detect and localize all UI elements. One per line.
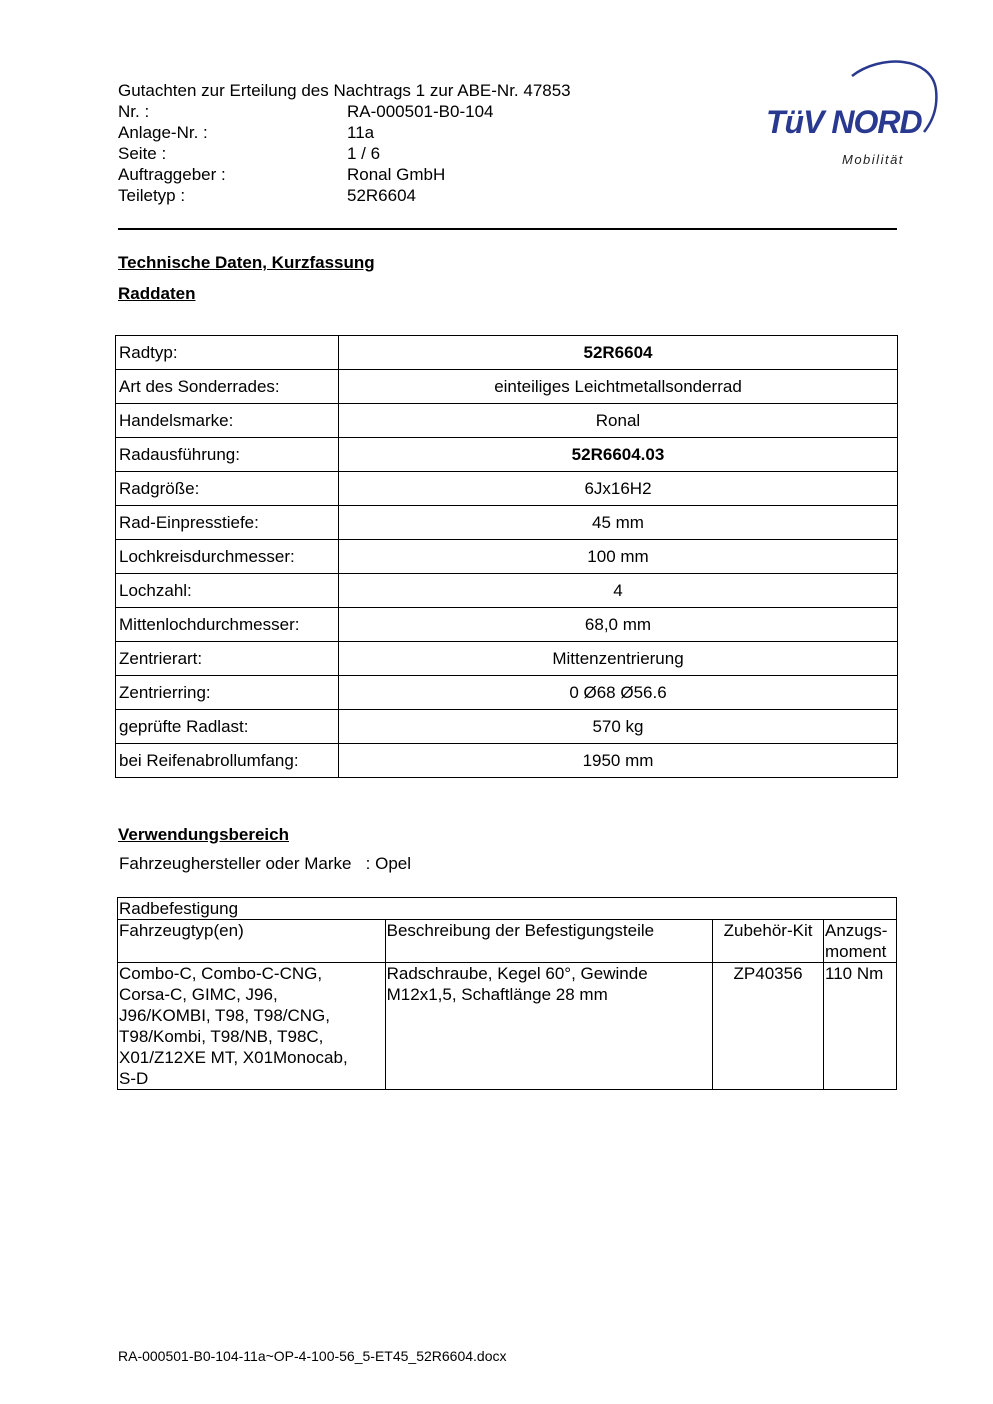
wheel-data-label: Zentrierart:: [116, 642, 339, 676]
mounting-table: [117, 897, 897, 1090]
wheel-data-row: [116, 574, 898, 608]
vehicle-type-line: S-D: [119, 1069, 149, 1088]
header-field-value: Ronal GmbH: [347, 165, 446, 184]
header-field-value: 1 / 6: [347, 144, 381, 163]
accessory-kit-cell: ZP40356: [713, 963, 824, 1090]
header-description: Beschreibung der Befestigungsteile: [385, 920, 712, 963]
wheel-data-value: 68,0 mm: [339, 608, 898, 642]
mounting-data-row: [118, 963, 897, 1090]
wheel-data-value: Mittenzentrierung: [339, 642, 898, 676]
usage-title: Verwendungsbereich: [118, 825, 289, 844]
description-line: Radschraube, Kegel 60°, Gewinde: [386, 964, 648, 983]
header-vehicle-types: Fahrzeugtyp(en): [118, 920, 386, 963]
wheel-data-value: 52R6604.03: [339, 438, 898, 472]
wheel-data-value: 570 kg: [339, 710, 898, 744]
header-field-value: RA-000501-B0-104: [347, 102, 494, 121]
vehicle-types-cell: [118, 963, 386, 1090]
manufacturer-value: Opel: [375, 854, 412, 873]
wheel-data-value: Ronal: [339, 404, 898, 438]
wheel-data-value: 100 mm: [339, 540, 898, 574]
wheel-data-label: Radgröße:: [116, 472, 339, 506]
wheel-data-value: 6Jx16H2: [339, 472, 898, 506]
wheel-data-row: [116, 744, 898, 778]
wheel-data-label: Radausführung:: [116, 438, 339, 472]
wheel-data-label: Rad-Einpresstiefe:: [116, 506, 339, 540]
wheel-data-label: Mittenlochdurchmesser:: [116, 608, 339, 642]
header-torque-line-1: Anzugs-: [825, 921, 888, 940]
wheel-data-row: [116, 404, 898, 438]
header-field-label: Auftraggeber :: [118, 165, 226, 184]
subsection-title: Raddaten: [118, 284, 196, 303]
header-field-label: Nr. :: [118, 102, 150, 121]
document-title: Gutachten zur Erteilung des Nachtrags 1 zur ABE-Nr. 47853: [118, 81, 571, 100]
header-field-row: [118, 122, 571, 143]
wheel-data-value: 4: [339, 574, 898, 608]
mounting-caption: Radbefestigung: [118, 898, 897, 920]
wheel-data-value: 1950 mm: [339, 744, 898, 778]
header-field-label: Teiletyp :: [118, 186, 186, 205]
header-field-label: Seite :: [118, 144, 167, 163]
wheel-data-table: [115, 335, 898, 778]
manufacturer-separator: :: [365, 854, 371, 873]
description-line: M12x1,5, Schaftlänge 28 mm: [386, 985, 608, 1004]
header-field-row: [118, 185, 571, 206]
section-title: Technische Daten, Kurzfassung: [118, 253, 375, 272]
header-fields: [118, 101, 571, 206]
wheel-data-value: 45 mm: [339, 506, 898, 540]
description-cell: [385, 963, 712, 1090]
logo-wordmark: TüV NORD: [766, 104, 922, 140]
wheel-data-label: Lochzahl:: [116, 574, 339, 608]
header-field-value: 11a: [347, 123, 375, 142]
header-torque: [824, 920, 897, 963]
vehicle-type-line: T98/Kombi, T98/NB, T98C,: [119, 1027, 324, 1046]
wheel-data-row: [116, 472, 898, 506]
wheel-data-row: [116, 506, 898, 540]
mounting-header-row: [118, 920, 897, 963]
vehicle-type-line: X01/Z12XE MT, X01Monocab,: [119, 1048, 348, 1067]
wheel-data-row: [116, 608, 898, 642]
manufacturer-label: Fahrzeughersteller oder Marke: [119, 854, 352, 873]
header-torque-line-2: moment: [825, 942, 887, 961]
wheel-data-row: [116, 642, 898, 676]
header-field-row: [118, 164, 571, 185]
wheel-data-row: [116, 370, 898, 404]
logo-subtitle: Mobilität: [842, 152, 904, 167]
footer-filename: RA-000501-B0-104-11a~OP-4-100-56_5-ET45_52R6604.docx: [118, 1348, 507, 1364]
header-field-label: Anlage-Nr. :: [118, 123, 208, 142]
document-header: [118, 80, 571, 206]
torque-cell: 110 Nm: [824, 963, 897, 1090]
header-accessory-kit: Zubehör-Kit: [713, 920, 824, 963]
wheel-data-value: 52R6604: [339, 336, 898, 370]
mounting-caption-row: [118, 898, 897, 920]
vehicle-type-line: Corsa-C, GIMC, J96,: [119, 985, 278, 1004]
wheel-data-label: Lochkreisdurchmesser:: [116, 540, 339, 574]
wheel-data-label: Radtyp:: [116, 336, 339, 370]
wheel-data-row: [116, 336, 898, 370]
header-field-value: 52R6604: [347, 186, 417, 205]
header-divider: [118, 228, 897, 230]
wheel-data-value: einteiliges Leichtmetallsonderrad: [339, 370, 898, 404]
wheel-data-row: [116, 438, 898, 472]
wheel-data-label: Zentrierring:: [116, 676, 339, 710]
wheel-data-row: [116, 710, 898, 744]
wheel-data-label: geprüfte Radlast:: [116, 710, 339, 744]
tuv-nord-logo: [760, 56, 940, 171]
wheel-data-label: Handelsmarke:: [116, 404, 339, 438]
wheel-data-label: Art des Sonderrades:: [116, 370, 339, 404]
manufacturer-line: [119, 854, 411, 874]
wheel-data-label: bei Reifenabrollumfang:: [116, 744, 339, 778]
wheel-data-value: 0 Ø68 Ø56.6: [339, 676, 898, 710]
wheel-data-row: [116, 676, 898, 710]
wheel-data-row: [116, 540, 898, 574]
vehicle-type-line: Combo-C, Combo-C-CNG,: [119, 964, 323, 983]
header-field-row: [118, 143, 571, 164]
header-field-row: [118, 101, 571, 122]
vehicle-type-line: J96/KOMBI, T98, T98/CNG,: [119, 1006, 331, 1025]
